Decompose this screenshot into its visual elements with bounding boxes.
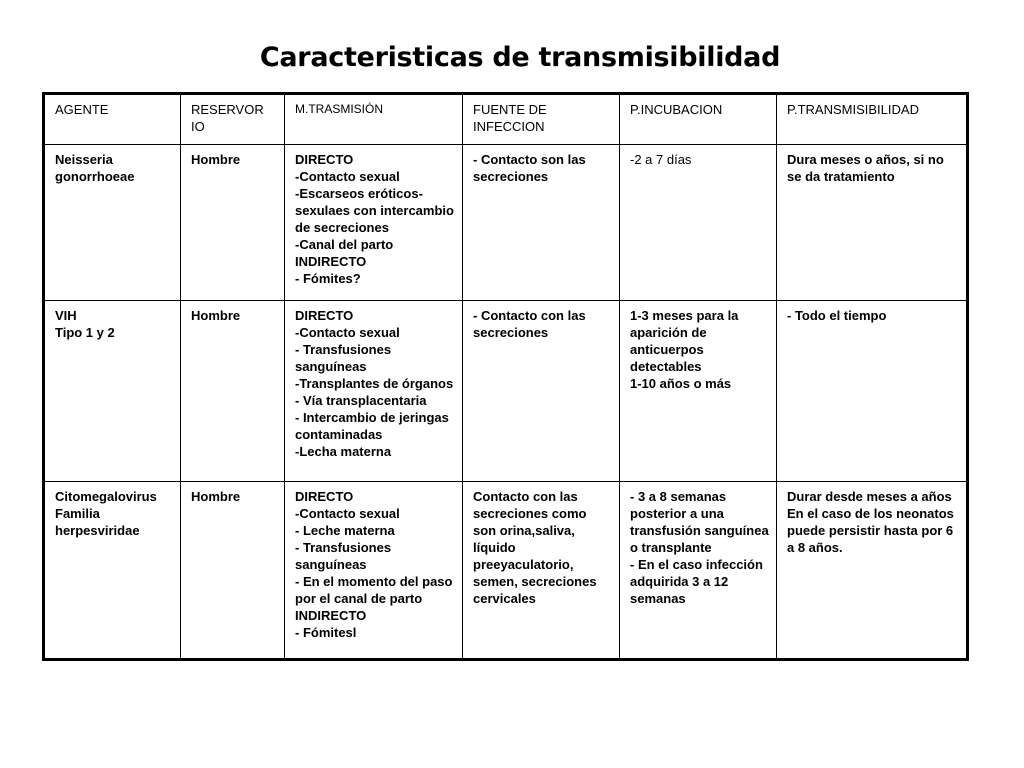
cell-line: Neisseria gonorrhoeae	[55, 152, 135, 184]
cell-line: Dura meses o años, si no se da tratamiento	[787, 152, 944, 184]
table-header-row	[44, 94, 968, 145]
cell-line: - Fómitesl	[295, 625, 357, 640]
cell-line: Durar desde meses a años	[787, 489, 952, 504]
header-reservorio: RESERVOR IO	[181, 94, 285, 145]
header-incubacion: P.INCUBACION	[620, 94, 777, 145]
cell-line: Hombre	[191, 152, 241, 167]
cell-line: -Contacto sexual	[295, 506, 400, 521]
cell-line: -Contacto sexual	[295, 169, 400, 184]
cell-fuente	[463, 145, 620, 301]
cell-line: -Contacto sexual	[295, 325, 400, 340]
cell-fuente	[463, 301, 620, 482]
cell-line: 1-10 años o más	[630, 376, 732, 391]
cell-line: - Fómites?	[295, 271, 361, 286]
cell-reservorio	[181, 145, 285, 301]
cell-line: - En el caso infección adquirida 3 a 12 semanas	[630, 557, 763, 606]
cell-line: - Leche materna	[295, 523, 395, 538]
header-transmision: M.TRASMISIÓN	[285, 94, 463, 145]
cell-line: Contacto con las secreciones como son orina,saliva, líquido preeyaculatorio, semen, secreciones cervicales	[473, 489, 597, 606]
cell-transmisibilidad	[777, 482, 968, 660]
cell-incubacion	[620, 301, 777, 482]
cell-line: - Transfusiones sanguíneas	[295, 342, 392, 374]
cell-fuente	[463, 482, 620, 660]
cell-line: DIRECTO	[295, 152, 354, 167]
cell-line: En el caso de los neonatos puede persistir hasta por 6 a 8 años.	[787, 506, 954, 555]
header-transmisibilidad: P.TRANSMISIBILIDAD	[777, 94, 968, 145]
cell-transmision	[285, 301, 463, 482]
cell-agente	[44, 145, 181, 301]
table-row	[44, 301, 968, 482]
cell-line: Citomegalovirus	[55, 489, 157, 504]
cell-line: Hombre	[191, 489, 241, 504]
cell-line: - Todo el tiempo	[787, 308, 887, 323]
cell-line: -Transplantes de órganos	[295, 376, 454, 391]
cell-line: - Contacto son las secreciones	[473, 152, 586, 184]
cell-line: - Transfusiones sanguíneas	[295, 540, 392, 572]
cell-line: DIRECTO	[295, 308, 354, 323]
cell-agente	[44, 482, 181, 660]
cell-line: -2 a 7 días	[630, 152, 692, 167]
cell-line: -Canal del parto	[295, 237, 394, 252]
cell-line: -Lecha materna	[295, 444, 392, 459]
table-row	[44, 145, 968, 301]
cell-incubacion	[620, 145, 777, 301]
cell-line: - 3 a 8 semanas posterior a una transfusión sanguínea o transplante	[630, 489, 769, 555]
cell-reservorio	[181, 301, 285, 482]
header-agente: AGENTE	[44, 94, 181, 145]
cell-line: INDIRECTO	[295, 254, 367, 269]
cell-line: Tipo 1 y 2	[55, 325, 115, 340]
cell-line: - Contacto con las secreciones	[473, 308, 586, 340]
header-fuente: FUENTE DE INFECCION	[463, 94, 620, 145]
cell-transmisibilidad	[777, 301, 968, 482]
cell-incubacion	[620, 482, 777, 660]
cell-line: Hombre	[191, 308, 241, 323]
cell-line: - Intercambio de jeringas contaminadas	[295, 410, 449, 442]
cell-line: Familia herpesviridae	[55, 506, 140, 538]
cell-transmision	[285, 482, 463, 660]
cell-line: - En el momento del paso por el canal de parto	[295, 574, 453, 606]
page-title: Caracteristicas de transmisibilidad	[259, 42, 781, 73]
cell-agente	[44, 301, 181, 482]
cell-line: - Vía transplacentaria	[295, 393, 427, 408]
cell-reservorio	[181, 482, 285, 660]
cell-transmision	[285, 145, 463, 301]
cell-line: DIRECTO	[295, 489, 354, 504]
transmissibility-table	[42, 92, 969, 661]
table-row	[44, 482, 968, 660]
cell-line: -Escarseos eróticos-sexulaes con intercambio de secreciones	[295, 186, 454, 235]
cell-line: VIH	[55, 308, 77, 323]
cell-line: INDIRECTO	[295, 608, 367, 623]
cell-line: 1-3 meses para la aparición de anticuerpos detectables	[630, 308, 739, 374]
cell-transmisibilidad	[777, 145, 968, 301]
